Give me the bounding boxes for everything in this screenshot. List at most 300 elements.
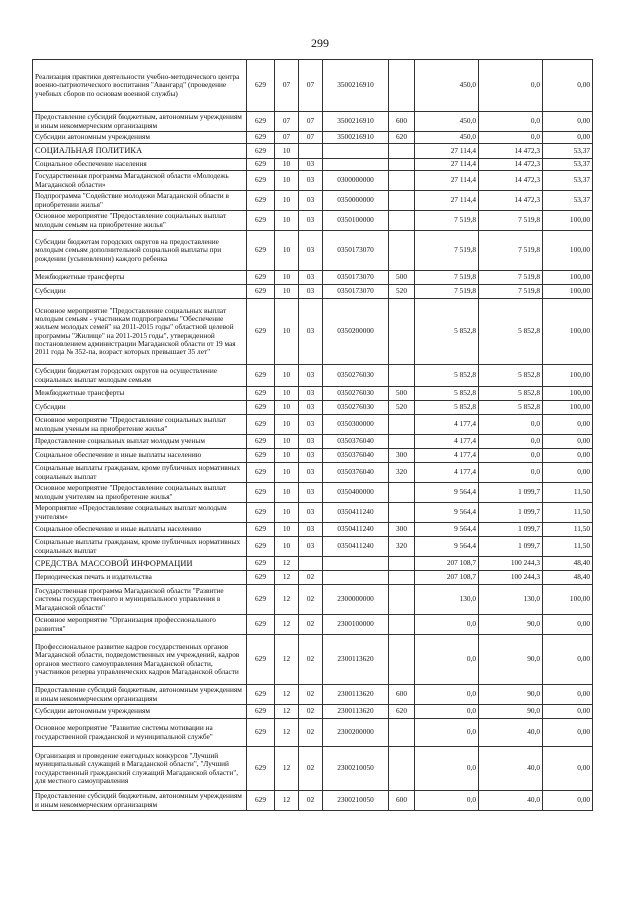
cell-ministry-code: 629 bbox=[247, 483, 275, 503]
table-row bbox=[33, 791, 593, 811]
cell-ministry-code: 629 bbox=[247, 171, 275, 191]
cell-name: Мероприятие «Предоставление социальных выплат молодым учителям» bbox=[33, 503, 247, 523]
table-row bbox=[33, 112, 593, 132]
cell-execution-percent: 100,00 bbox=[543, 365, 593, 387]
cell-ministry-code: 629 bbox=[247, 112, 275, 132]
cell-subsection-code: 03 bbox=[299, 159, 323, 171]
cell-actual-amount: 130,0 bbox=[479, 585, 543, 615]
cell-actual-amount: 14 472,3 bbox=[479, 144, 543, 159]
cell-subsection-code: 02 bbox=[299, 585, 323, 615]
cell-target-article: 2300210050 bbox=[323, 747, 389, 791]
table-row bbox=[33, 60, 593, 112]
table-row bbox=[33, 285, 593, 299]
cell-section-code: 10 bbox=[275, 299, 299, 365]
cell-subsection-code: 03 bbox=[299, 271, 323, 285]
cell-execution-percent: 100,00 bbox=[543, 285, 593, 299]
cell-expense-type bbox=[389, 211, 415, 231]
cell-subsection-code: 03 bbox=[299, 387, 323, 401]
cell-name: Субсидии автономным учреждениям bbox=[33, 705, 247, 719]
table-row bbox=[33, 159, 593, 171]
cell-ministry-code: 629 bbox=[247, 719, 275, 747]
cell-section-code: 10 bbox=[275, 387, 299, 401]
cell-ministry-code: 629 bbox=[247, 685, 275, 705]
cell-name: Межбюджетные трансферты bbox=[33, 271, 247, 285]
cell-ministry-code: 629 bbox=[247, 537, 275, 557]
cell-execution-percent: 0,00 bbox=[543, 60, 593, 112]
cell-target-article: 3500216910 bbox=[323, 60, 389, 112]
table-row bbox=[33, 585, 593, 615]
cell-section-code: 10 bbox=[275, 159, 299, 171]
cell-actual-amount: 40,0 bbox=[479, 719, 543, 747]
cell-ministry-code: 629 bbox=[247, 557, 275, 571]
cell-target-article bbox=[323, 144, 389, 159]
cell-section-code: 12 bbox=[275, 719, 299, 747]
cell-ministry-code: 629 bbox=[247, 285, 275, 299]
cell-actual-amount: 5 852,8 bbox=[479, 299, 543, 365]
cell-planned-amount: 7 519,8 bbox=[415, 271, 479, 285]
cell-execution-percent: 11,50 bbox=[543, 483, 593, 503]
cell-section-code: 07 bbox=[275, 112, 299, 132]
table-row bbox=[33, 615, 593, 635]
cell-section-code: 10 bbox=[275, 144, 299, 159]
cell-section-code: 10 bbox=[275, 537, 299, 557]
cell-expense-type bbox=[389, 557, 415, 571]
table-row bbox=[33, 449, 593, 463]
cell-name: Предоставление субсидий бюджетным, автономным учреждениям и иным некоммерческим организациям bbox=[33, 685, 247, 705]
cell-actual-amount: 14 472,3 bbox=[479, 171, 543, 191]
cell-planned-amount: 9 564,4 bbox=[415, 503, 479, 523]
cell-planned-amount: 27 114,4 bbox=[415, 144, 479, 159]
cell-expense-type: 300 bbox=[389, 523, 415, 537]
table-row bbox=[33, 635, 593, 685]
cell-actual-amount: 90,0 bbox=[479, 705, 543, 719]
cell-subsection-code: 03 bbox=[299, 449, 323, 463]
cell-actual-amount: 7 519,8 bbox=[479, 285, 543, 299]
cell-subsection-code bbox=[299, 144, 323, 159]
cell-ministry-code: 629 bbox=[247, 231, 275, 271]
cell-expense-type bbox=[389, 635, 415, 685]
cell-subsection-code: 07 bbox=[299, 132, 323, 144]
cell-name: Государственная программа Магаданской области "Развитие системы государственного и муниципального управления в Магаданской области" bbox=[33, 585, 247, 615]
table-row bbox=[33, 171, 593, 191]
cell-subsection-code: 07 bbox=[299, 60, 323, 112]
cell-actual-amount: 5 852,8 bbox=[479, 401, 543, 415]
cell-target-article: 0350276030 bbox=[323, 401, 389, 415]
cell-execution-percent: 0,00 bbox=[543, 435, 593, 449]
cell-section-code: 12 bbox=[275, 615, 299, 635]
cell-section-code: 12 bbox=[275, 557, 299, 571]
cell-actual-amount: 90,0 bbox=[479, 635, 543, 685]
cell-subsection-code: 03 bbox=[299, 537, 323, 557]
cell-subsection-code: 03 bbox=[299, 483, 323, 503]
table-row bbox=[33, 685, 593, 705]
cell-planned-amount: 207 108,7 bbox=[415, 571, 479, 585]
cell-ministry-code: 629 bbox=[247, 415, 275, 435]
cell-ministry-code: 629 bbox=[247, 705, 275, 719]
cell-planned-amount: 450,0 bbox=[415, 112, 479, 132]
cell-actual-amount: 0,0 bbox=[479, 415, 543, 435]
cell-section-code: 10 bbox=[275, 211, 299, 231]
cell-expense-type bbox=[389, 719, 415, 747]
table-row bbox=[33, 463, 593, 483]
cell-execution-percent: 0,00 bbox=[543, 415, 593, 435]
cell-ministry-code: 629 bbox=[247, 449, 275, 463]
cell-expense-type: 600 bbox=[389, 685, 415, 705]
table-row bbox=[33, 719, 593, 747]
cell-subsection-code bbox=[299, 557, 323, 571]
cell-expense-type: 600 bbox=[389, 791, 415, 811]
cell-ministry-code: 629 bbox=[247, 387, 275, 401]
cell-name: Социальные выплаты гражданам, кроме публичных нормативных социальных выплат bbox=[33, 463, 247, 483]
cell-ministry-code: 629 bbox=[247, 523, 275, 537]
cell-target-article: 2300100000 bbox=[323, 615, 389, 635]
cell-name: СОЦИАЛЬНАЯ ПОЛИТИКА bbox=[33, 144, 247, 159]
cell-planned-amount: 4 177,4 bbox=[415, 415, 479, 435]
cell-target-article: 0350400000 bbox=[323, 483, 389, 503]
cell-target-article: 0350173070 bbox=[323, 231, 389, 271]
cell-subsection-code: 02 bbox=[299, 635, 323, 685]
cell-subsection-code: 02 bbox=[299, 685, 323, 705]
cell-actual-amount: 100 244,3 bbox=[479, 571, 543, 585]
cell-expense-type bbox=[389, 231, 415, 271]
cell-planned-amount: 0,0 bbox=[415, 685, 479, 705]
cell-execution-percent: 100,00 bbox=[543, 401, 593, 415]
cell-name: Периодическая печать и издательства bbox=[33, 571, 247, 585]
cell-ministry-code: 629 bbox=[247, 571, 275, 585]
cell-actual-amount: 0,0 bbox=[479, 435, 543, 449]
table-row bbox=[33, 415, 593, 435]
cell-actual-amount: 1 099,7 bbox=[479, 523, 543, 537]
cell-ministry-code: 629 bbox=[247, 271, 275, 285]
cell-execution-percent: 53,37 bbox=[543, 144, 593, 159]
cell-subsection-code: 03 bbox=[299, 171, 323, 191]
cell-target-article: 2300113620 bbox=[323, 685, 389, 705]
cell-execution-percent: 0,00 bbox=[543, 615, 593, 635]
cell-subsection-code: 02 bbox=[299, 615, 323, 635]
cell-name: Государственная программа Магаданской области «Молодежь Магаданской области» bbox=[33, 171, 247, 191]
cell-ministry-code: 629 bbox=[247, 503, 275, 523]
cell-name: Профессиональное развитие кадров государственных органов Магаданской области, подведомственных им учреждений, кадров органов местного самоуправления Магаданской области, участников резерва управленческих кадров Магаданской области bbox=[33, 635, 247, 685]
cell-subsection-code: 03 bbox=[299, 415, 323, 435]
cell-name: Подпрограмма "Содействие молодежи Магаданской области в приобретении жилья" bbox=[33, 191, 247, 211]
cell-target-article: 0350276030 bbox=[323, 365, 389, 387]
cell-ministry-code: 629 bbox=[247, 401, 275, 415]
cell-planned-amount: 27 114,4 bbox=[415, 171, 479, 191]
cell-subsection-code: 03 bbox=[299, 463, 323, 483]
cell-expense-type: 620 bbox=[389, 705, 415, 719]
cell-execution-percent: 48,40 bbox=[543, 571, 593, 585]
cell-planned-amount: 130,0 bbox=[415, 585, 479, 615]
cell-ministry-code: 629 bbox=[247, 132, 275, 144]
cell-subsection-code: 03 bbox=[299, 285, 323, 299]
cell-planned-amount: 450,0 bbox=[415, 60, 479, 112]
cell-actual-amount: 1 099,7 bbox=[479, 503, 543, 523]
cell-ministry-code: 629 bbox=[247, 159, 275, 171]
cell-planned-amount: 4 177,4 bbox=[415, 463, 479, 483]
cell-actual-amount: 0,0 bbox=[479, 60, 543, 112]
cell-expense-type bbox=[389, 415, 415, 435]
cell-ministry-code: 629 bbox=[247, 791, 275, 811]
cell-section-code: 12 bbox=[275, 747, 299, 791]
page-number: 299 bbox=[311, 36, 329, 50]
cell-target-article: 0350276030 bbox=[323, 387, 389, 401]
cell-name: Социальное обеспечение и иные выплаты населению bbox=[33, 523, 247, 537]
cell-name: Субсидии bbox=[33, 285, 247, 299]
cell-target-article: 0350000000 bbox=[323, 191, 389, 211]
cell-expense-type: 500 bbox=[389, 271, 415, 285]
cell-name: Предоставление субсидий бюджетным, автономным учреждениям и иным некоммерческим организациям bbox=[33, 791, 247, 811]
cell-expense-type bbox=[389, 365, 415, 387]
cell-planned-amount: 4 177,4 bbox=[415, 435, 479, 449]
table-row bbox=[33, 132, 593, 144]
cell-subsection-code: 03 bbox=[299, 191, 323, 211]
cell-actual-amount: 5 852,8 bbox=[479, 387, 543, 401]
cell-ministry-code: 629 bbox=[247, 585, 275, 615]
cell-subsection-code: 02 bbox=[299, 705, 323, 719]
cell-target-article: 0350173070 bbox=[323, 271, 389, 285]
cell-expense-type: 300 bbox=[389, 449, 415, 463]
cell-execution-percent: 0,00 bbox=[543, 635, 593, 685]
cell-target-article: 3500216910 bbox=[323, 112, 389, 132]
cell-planned-amount: 9 564,4 bbox=[415, 537, 479, 557]
table-row bbox=[33, 557, 593, 571]
cell-name: Социальное обеспечение населения bbox=[33, 159, 247, 171]
cell-expense-type bbox=[389, 585, 415, 615]
cell-expense-type bbox=[389, 615, 415, 635]
cell-target-article bbox=[323, 557, 389, 571]
cell-target-article: 2300113620 bbox=[323, 705, 389, 719]
cell-subsection-code: 03 bbox=[299, 211, 323, 231]
cell-target-article: 0350376040 bbox=[323, 463, 389, 483]
cell-planned-amount: 0,0 bbox=[415, 791, 479, 811]
cell-section-code: 10 bbox=[275, 285, 299, 299]
cell-section-code: 10 bbox=[275, 365, 299, 387]
cell-expense-type bbox=[389, 747, 415, 791]
cell-target-article bbox=[323, 159, 389, 171]
table-row bbox=[33, 211, 593, 231]
cell-target-article: 0350411240 bbox=[323, 537, 389, 557]
cell-expense-type: 600 bbox=[389, 112, 415, 132]
cell-name: Основное мероприятие "Развитие системы мотивации на государственной гражданской и муниципальной службе" bbox=[33, 719, 247, 747]
cell-actual-amount: 1 099,7 bbox=[479, 483, 543, 503]
cell-ministry-code: 629 bbox=[247, 299, 275, 365]
cell-execution-percent: 53,37 bbox=[543, 159, 593, 171]
cell-subsection-code: 03 bbox=[299, 401, 323, 415]
cell-planned-amount: 0,0 bbox=[415, 747, 479, 791]
cell-section-code: 12 bbox=[275, 685, 299, 705]
cell-ministry-code: 629 bbox=[247, 635, 275, 685]
table-row bbox=[33, 571, 593, 585]
cell-expense-type: 500 bbox=[389, 387, 415, 401]
cell-planned-amount: 5 852,8 bbox=[415, 387, 479, 401]
table-row bbox=[33, 523, 593, 537]
table-row bbox=[33, 387, 593, 401]
cell-execution-percent: 100,00 bbox=[543, 585, 593, 615]
cell-section-code: 10 bbox=[275, 449, 299, 463]
cell-section-code: 10 bbox=[275, 415, 299, 435]
cell-execution-percent: 53,37 bbox=[543, 191, 593, 211]
cell-ministry-code: 629 bbox=[247, 463, 275, 483]
cell-execution-percent: 11,50 bbox=[543, 503, 593, 523]
cell-target-article: 0350173070 bbox=[323, 285, 389, 299]
table-row bbox=[33, 503, 593, 523]
cell-target-article: 0350300000 bbox=[323, 415, 389, 435]
cell-execution-percent: 0,00 bbox=[543, 132, 593, 144]
cell-section-code: 12 bbox=[275, 705, 299, 719]
cell-execution-percent: 0,00 bbox=[543, 705, 593, 719]
cell-expense-type: 520 bbox=[389, 285, 415, 299]
cell-section-code: 12 bbox=[275, 635, 299, 685]
cell-name: Субсидии бюджетам городских округов на осуществление социальных выплат молодым семьям bbox=[33, 365, 247, 387]
cell-name: Основное мероприятие "Предоставление социальных выплат молодым ученым на приобретение жилья" bbox=[33, 415, 247, 435]
cell-name: Субсидии bbox=[33, 401, 247, 415]
cell-planned-amount: 5 852,8 bbox=[415, 299, 479, 365]
cell-ministry-code: 629 bbox=[247, 144, 275, 159]
cell-section-code: 12 bbox=[275, 585, 299, 615]
cell-execution-percent: 0,00 bbox=[543, 112, 593, 132]
cell-section-code: 10 bbox=[275, 463, 299, 483]
table-row bbox=[33, 299, 593, 365]
cell-subsection-code: 02 bbox=[299, 747, 323, 791]
cell-actual-amount: 7 519,8 bbox=[479, 231, 543, 271]
table-row bbox=[33, 365, 593, 387]
table-row bbox=[33, 231, 593, 271]
cell-actual-amount: 7 519,8 bbox=[479, 271, 543, 285]
table-row bbox=[33, 747, 593, 791]
cell-target-article: 2300210050 bbox=[323, 791, 389, 811]
table-row bbox=[33, 401, 593, 415]
cell-ministry-code: 629 bbox=[247, 191, 275, 211]
cell-section-code: 12 bbox=[275, 791, 299, 811]
cell-target-article: 0350376040 bbox=[323, 449, 389, 463]
cell-expense-type bbox=[389, 503, 415, 523]
cell-planned-amount: 207 108,7 bbox=[415, 557, 479, 571]
cell-ministry-code: 629 bbox=[247, 365, 275, 387]
cell-planned-amount: 5 852,8 bbox=[415, 401, 479, 415]
cell-planned-amount: 5 852,8 bbox=[415, 365, 479, 387]
cell-expense-type: 520 bbox=[389, 401, 415, 415]
cell-subsection-code: 03 bbox=[299, 435, 323, 449]
cell-expense-type bbox=[389, 144, 415, 159]
cell-actual-amount: 14 472,3 bbox=[479, 191, 543, 211]
cell-expense-type bbox=[389, 159, 415, 171]
cell-name: Основное мероприятие "Организация профессионального развития" bbox=[33, 615, 247, 635]
cell-subsection-code: 02 bbox=[299, 571, 323, 585]
cell-name: Социальное обеспечение и иные выплаты населению bbox=[33, 449, 247, 463]
cell-planned-amount: 450,0 bbox=[415, 132, 479, 144]
cell-name: Субсидии автономным учреждениям bbox=[33, 132, 247, 144]
cell-planned-amount: 0,0 bbox=[415, 635, 479, 685]
cell-execution-percent: 53,37 bbox=[543, 171, 593, 191]
cell-name: Основное мероприятие "Предоставление социальных выплат молодым учителям на приобретение жилья" bbox=[33, 483, 247, 503]
cell-execution-percent: 11,50 bbox=[543, 537, 593, 557]
cell-section-code: 10 bbox=[275, 171, 299, 191]
cell-planned-amount: 9 564,4 bbox=[415, 483, 479, 503]
cell-expense-type: 320 bbox=[389, 463, 415, 483]
cell-ministry-code: 629 bbox=[247, 211, 275, 231]
cell-target-article: 0350376040 bbox=[323, 435, 389, 449]
cell-target-article: 0350411240 bbox=[323, 503, 389, 523]
table-row bbox=[33, 705, 593, 719]
cell-subsection-code: 07 bbox=[299, 112, 323, 132]
cell-section-code: 10 bbox=[275, 435, 299, 449]
table-row bbox=[33, 435, 593, 449]
cell-execution-percent: 0,00 bbox=[543, 719, 593, 747]
cell-planned-amount: 7 519,8 bbox=[415, 231, 479, 271]
cell-actual-amount: 90,0 bbox=[479, 685, 543, 705]
cell-expense-type: 620 bbox=[389, 132, 415, 144]
cell-section-code: 07 bbox=[275, 60, 299, 112]
cell-execution-percent: 11,50 bbox=[543, 523, 593, 537]
cell-expense-type bbox=[389, 171, 415, 191]
cell-execution-percent: 100,00 bbox=[543, 211, 593, 231]
cell-subsection-code: 02 bbox=[299, 791, 323, 811]
cell-execution-percent: 48,40 bbox=[543, 557, 593, 571]
budget-table-body bbox=[33, 60, 593, 811]
cell-name: Предоставление субсидий бюджетным, автономным учреждениям и иным некоммерческим организациям bbox=[33, 112, 247, 132]
cell-planned-amount: 7 519,8 bbox=[415, 211, 479, 231]
cell-ministry-code: 629 bbox=[247, 747, 275, 791]
cell-expense-type bbox=[389, 191, 415, 211]
cell-planned-amount: 9 564,4 bbox=[415, 523, 479, 537]
cell-execution-percent: 0,00 bbox=[543, 747, 593, 791]
cell-execution-percent: 0,00 bbox=[543, 463, 593, 483]
cell-name: Предоставление социальных выплат молодым ученым bbox=[33, 435, 247, 449]
table-row bbox=[33, 537, 593, 557]
cell-target-article: 2300000000 bbox=[323, 585, 389, 615]
cell-planned-amount: 4 177,4 bbox=[415, 449, 479, 463]
cell-name: Основное мероприятие "Предоставление социальных выплат молодым семьям - участникам подпрограммы "Обеспечение жильем молодых семей" на 2011-2015 годы" областной целевой программы "Жилище" на 2011-2015 годы", утвержденной постановлением администрации Магаданской области от 19 мая 2011 года № 352-па, возраст которых превышает 35 лет" bbox=[33, 299, 247, 365]
cell-planned-amount: 0,0 bbox=[415, 719, 479, 747]
cell-ministry-code: 629 bbox=[247, 615, 275, 635]
cell-actual-amount: 40,0 bbox=[479, 791, 543, 811]
cell-planned-amount: 27 114,4 bbox=[415, 191, 479, 211]
cell-actual-amount: 90,0 bbox=[479, 615, 543, 635]
cell-name: Реализация практики деятельности учебно-методического центра военно-патриотического воспитания "Авангард" (проведение учебных сборов по основам военной службы) bbox=[33, 60, 247, 112]
cell-actual-amount: 0,0 bbox=[479, 132, 543, 144]
cell-execution-percent: 0,00 bbox=[543, 791, 593, 811]
cell-section-code: 10 bbox=[275, 401, 299, 415]
cell-subsection-code: 03 bbox=[299, 365, 323, 387]
cell-section-code: 07 bbox=[275, 132, 299, 144]
cell-name: СРЕДСТВА МАССОВОЙ ИНФОРМАЦИИ bbox=[33, 557, 247, 571]
cell-execution-percent: 100,00 bbox=[543, 271, 593, 285]
cell-section-code: 10 bbox=[275, 191, 299, 211]
cell-actual-amount: 14 472,3 bbox=[479, 159, 543, 171]
cell-ministry-code: 629 bbox=[247, 60, 275, 112]
cell-name: Основное мероприятие "Предоставление социальных выплат молодым семьям на приобретение жилья" bbox=[33, 211, 247, 231]
budget-table bbox=[32, 59, 593, 811]
cell-actual-amount: 40,0 bbox=[479, 747, 543, 791]
cell-target-article: 3500216910 bbox=[323, 132, 389, 144]
cell-actual-amount: 0,0 bbox=[479, 112, 543, 132]
cell-actual-amount: 0,0 bbox=[479, 449, 543, 463]
cell-execution-percent: 0,00 bbox=[543, 685, 593, 705]
cell-planned-amount: 27 114,4 bbox=[415, 159, 479, 171]
cell-actual-amount: 5 852,8 bbox=[479, 365, 543, 387]
cell-expense-type bbox=[389, 299, 415, 365]
cell-subsection-code: 03 bbox=[299, 299, 323, 365]
cell-section-code: 10 bbox=[275, 271, 299, 285]
cell-planned-amount: 0,0 bbox=[415, 615, 479, 635]
cell-section-code: 10 bbox=[275, 231, 299, 271]
cell-expense-type bbox=[389, 571, 415, 585]
cell-subsection-code: 03 bbox=[299, 523, 323, 537]
cell-planned-amount: 0,0 bbox=[415, 705, 479, 719]
cell-subsection-code: 02 bbox=[299, 719, 323, 747]
cell-section-code: 10 bbox=[275, 503, 299, 523]
cell-name: Субсидии бюджетам городских округов на предоставление молодым семьям дополнительной социальной выплаты при рождении (усыновлении) каждого ребенка bbox=[33, 231, 247, 271]
